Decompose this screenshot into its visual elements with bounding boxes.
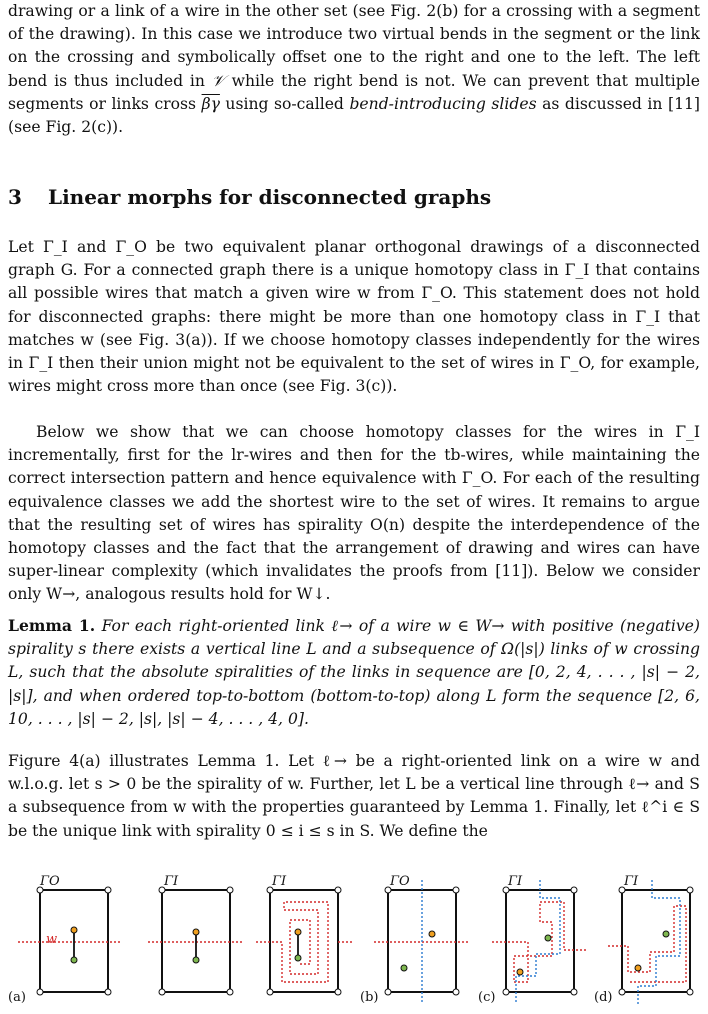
box-label-2: ΓI: [164, 874, 179, 889]
wire-label: w: [46, 932, 58, 947]
panel-label-a: (a): [8, 990, 26, 1005]
box-label-1: ΓO: [40, 874, 60, 889]
box-label-6: ΓI: [624, 874, 639, 889]
box-label-4: ΓO: [390, 874, 410, 889]
section-heading: [8, 184, 491, 210]
overline-symbol: $\overline{\beta\gamma}$: [201, 94, 220, 113]
lemma-block: [8, 614, 700, 731]
box-label-5: ΓI: [508, 874, 523, 889]
panel-c-box: [492, 880, 588, 1004]
section-title: Linear morphs for disconnected graphs: [48, 185, 492, 209]
figure-4: [0, 872, 708, 1010]
emphasis-term: bend-introducing slides: [349, 94, 537, 113]
para-text: drawing or a link of a wire in the other set (see Fig. 2(b) for a crossing with a segment of the drawing). In this case we introduce two virtual bends in the segment or the link on the crossing and symbolically offset one to the right and one to the left. The left bend is thus included in: [8, 2, 700, 90]
para-text: as discussed in [11] (see Fig. 2(c)).: [8, 94, 701, 137]
panel-a-box-2: [148, 887, 244, 995]
panel-a-box-3: [256, 887, 352, 995]
paragraph-2: Below we show that we can choose homotopy classes for the wires in Γ_I incrementally, first for the lr-wires and then for the tb-wires, while maintaining the correct intersection pattern and hence equivalence with Γ_O. For each of the resulting equivalence classes we add the shortest wire to the set of wires. It remains to argue that the resulting set of wires has spirality O(n) despite the interdependence of the homotopy classes and the fact that the arrangement of drawing and wires can have super-linear complexity (which invalidates the proofs from [11]). Below we consider only W→, analogous results hold for W↓.: [8, 423, 700, 604]
paragraph-3: Figure 4(a) illustrates Lemma 1. Let ℓ→ be a right-oriented link on a wire w and w.l.o.g. let s > 0 be the spirality of w. Further, let L be a vertical line through ℓ→ and S a subsequence from w with the properties guaranteed by Lemma 1. Finally, let ℓ^i ∈ S be the unique link with spirality 0 ≤ i ≤ s in S. We define the: [8, 752, 700, 840]
paragraph-1: Let Γ_I and Γ_O be two equivalent planar orthogonal drawings of a disconnected graph G. For a connected graph there is a unique homotopy class in Γ_I that contains all possible wires that match a given wire w from Γ_O. This statement does not hold for disconnected graphs: there might be more than one homotopy class in Γ_I that matches w (see Fig. 3(a)). If we choose homotopy classes independently for the wires in Γ_I then their union might not be equivalent to the set of wires in Γ_O, for example, wires might cross more than once (see Fig. 3(c)).: [8, 238, 700, 396]
panel-label-d: (d): [594, 990, 613, 1005]
para-text: while the right bend is not. We can prevent that multiple segments or links cross: [8, 71, 700, 113]
panel-label-b: (b): [360, 990, 379, 1005]
lemma-text: For each right-oriented link ℓ→ of a wire w ∈ W→ with positive (negative) spirality s there exists a vertical line L and a subsequence of Ω(|s|) links of w crossing L, such that the absolute spiralities of the links in sequence are [0, 2, 4, . . . , |s| − 2, |s|], and when ordered top-to-bottom (bottom-to-top) along L form the sequence [2, 6, 10, . . . , |s| − 2, |s|, |s| − 4, . . . , 4, 0].: [8, 617, 700, 728]
panel-label-c: (c): [478, 990, 496, 1005]
panel-a-box-1: [18, 887, 122, 995]
section-number: 3: [8, 185, 22, 209]
para-text: using so-called: [219, 94, 350, 113]
paragraph-continued: [8, 0, 700, 139]
lemma-label: Lemma 1.: [8, 616, 96, 635]
calligraphic-v: 𝒱: [211, 71, 225, 90]
panel-b-box: [374, 880, 470, 1004]
panel-d-box: [608, 880, 693, 1004]
box-label-3: ΓI: [272, 874, 287, 889]
